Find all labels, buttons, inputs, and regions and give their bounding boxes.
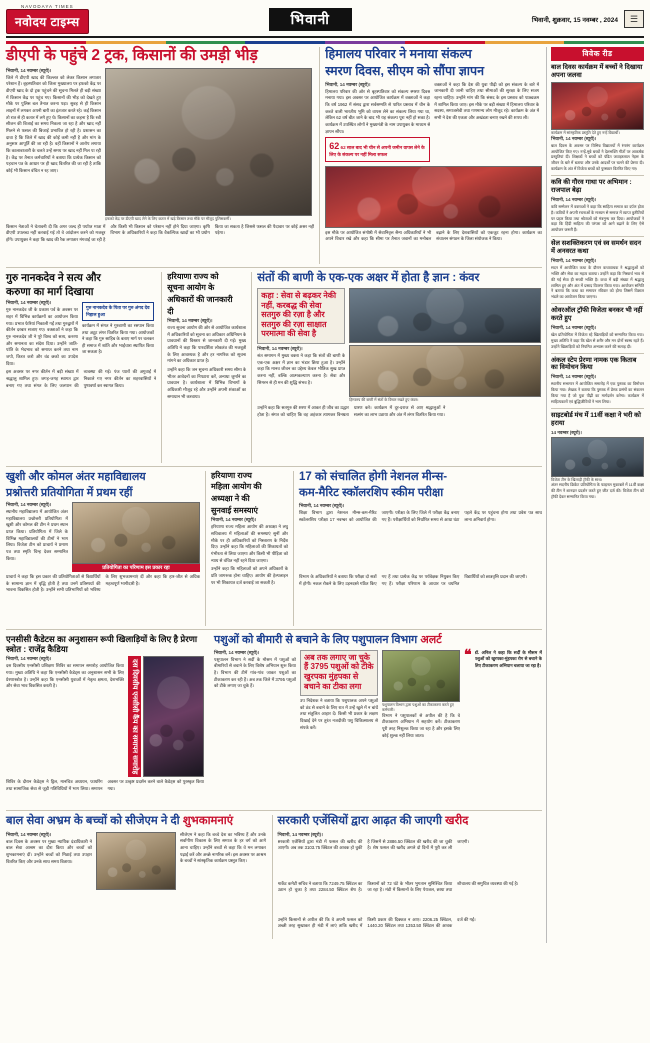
ncc-headline: एनसीसी कैडेटस का अनुशासन रूपी खिलाड़ियों के लिए है प्रेरणा स्त्रोत : राजेंद्र कैडिया [6, 634, 198, 655]
sant-headline: संतों की बाणी के एक-एक अक्षर में होता है ज्ञान : कंवर [257, 271, 480, 284]
right-body-5: अंतर सदनीय क्रिकेट प्रतियोगिता के फाइनल मुकाबले में 11वीं कक्षा की टीम ने शानदार प्रदर्शन करते हुए जीत दर्ज की। विजेता टीम को ट्रॉफी देकर सम्मानित किया गया। [551, 482, 644, 500]
vegetable-body: सरकारी एजेंसियों द्वारा मंडी में फसल की खरीद की जाएगी। अब तक 3103.75 क्विंटल की आवक हो चुकी है जिसमें से 2886.50 क्विंटल की खरीद की जा चुकी है। शेष फसल की खरीद अगले दो दिनों में पूरी कर ली जाएगी। [277, 838, 470, 851]
vegetable-body-2: मार्केट कमेटी सचिव ने बताया कि 7249.75 क्विंटल का उठान हो चुका है तथा 2284.50 क्विंटल शेष है। किसानों को 72 घंटे के भीतर भुगतान सुनिश्चित किया जा रहा है। मंडी में किसानों के लिए पेयजल, छाया तथा शौचालय की समुचित व्यवस्था की गई है। [277, 880, 519, 893]
logo-subtitle: NAVODAYA TIMES [20, 4, 74, 9]
commission-byline: भिवानी, 14 नवम्बर (ब्यूरो)। [210, 517, 257, 523]
animal-sidebox [300, 650, 378, 696]
story-guru [6, 272, 156, 463]
right-headline-4: अंकल स्टेप प्रेरणा नामक एक किताब का विमोचन किया [551, 356, 637, 372]
quiz-body: स्थानीय महाविद्यालय में आयोजित अंतर महाविद्यालय प्रश्नोत्तरी प्रतियोगिता में खुशी और कोमल की टीम ने प्रथम स्थान प्राप्त किया। प्रतियोगिता में जिले के विभिन्न महाविद्यालयों की टीमों ने भाग लिया। विजेता टीम को प्राचार्य ने प्रमाण पत्र तथा स्मृति चिन्ह देकर सम्मानित किया। [6, 509, 68, 561]
row-three [6, 471, 542, 630]
right-item-1 [551, 176, 644, 237]
vegetable-headline-pre: सरकारी एजेंसियों द्वारा आढ़त की जाएगी [277, 815, 442, 828]
city-badge: भिवानी [269, 8, 352, 31]
himalaya-kicker [325, 137, 430, 161]
sant-photo-stage [349, 345, 541, 397]
hinfo-byline: भिवानी, 14 नवम्बर (ब्यूरो)। [167, 318, 213, 324]
animal-body-3: विभाग ने पशुपालकों से अपील की है कि वे टीकाकरण अभियान में सहयोग करें। टीकाकरण पूरी तरह निशुल्क किया जा रहा है और इसके लिए कोई शुल्क नहीं लिया जाता। [382, 712, 460, 738]
children-body: बाल दिवस के अवसर पर मुख्य न्यायिक दंडाधिकारी ने बाल सेवा आश्रम का दौरा किया और बच्चों को शुभकामनाएं दीं। उन्होंने बच्चों को मिठाई तथा उपहार वितरित किए और उनके साथ समय बिताया। [6, 838, 92, 864]
right-byline-2: भिवानी, 14 नवम्बर (ब्यूरो)। [551, 257, 597, 263]
lead-body: जिले में डीएपी खाद की किल्लत को लेकर किसान लगातार परेशान हैं। बृहस्पतिवार को जिला मुख्यालय पर इफको केंद्र पर डीएपी खाद के दो ट्रक पहुंचने की सूचना मिलते ही बड़ी संख्या में किसान केंद्र पर पहुंच गए। किसानों की भीड़ को देखते हुए मौके पर पुलिस बल तैनात करना पड़ा। सुबह से ही किसान लाइनों में लगकर अपनी बारी का इंतजार करते रहे। कई किसान तो रात से ही कतार में लगे हुए थे। किसानों का कहना है कि रबी सीजन की बिजाई का समय निकला जा रहा है और खाद नहीं मिलने से फसल की बिजाई प्रभावित हो रही है। प्रशासन का दावा है कि जिले में खाद की कोई कमी नहीं है और मांग के अनुसार आपूर्ति की जा रही है। वहीं किसानों ने आरोप लगाया कि कालाबाजारी के चलते उन्हें समय पर खाद नहीं मिल पा रही है। केंद्र पर तैनात कर्मचारियों ने बताया कि प्रत्येक किसान को पहचान पत्र के आधार पर ही खाद वितरित की जा रही है ताकि कोई भी किसान वंचित न रह जाए। [6, 74, 101, 173]
row-lead [6, 47, 542, 268]
guru-headline-2-text: करुणा का मार्ग दिखाया [6, 286, 94, 299]
right-caption-5: विजेता टीम के खिलाड़ी ट्रॉफी के साथ। [551, 477, 603, 482]
logo-text: नवोदय टाइम्स [6, 9, 89, 34]
exam-headline-2: कम-मैरिट स्कॉलरशिप स्कीम परीक्षा [299, 487, 444, 500]
commission-headline-2: महिला आयोग की [210, 482, 262, 492]
page-content [6, 47, 644, 943]
hinfo-body: राज्य सूचना आयोग की ओर से आयोजित कार्यशाला में अधिकारियों को सूचना का अधिकार अधिनियम के प्रावधानों की विस्तार से जानकारी दी गई। मुख्य अतिथि ने कहा कि पारदर्शिता लोकतंत्र की मजबूती के लिए आवश्यक है और हर नागरिक को सूचना मांगने का अधिकार प्राप्त है। [167, 325, 247, 364]
right-item-5 [551, 409, 644, 503]
right-body-1: कवि सम्मेलन में वक्ताओं ने कहा कि साहित्य समाज का दर्पण होता है। कवियों ने अपनी रचनाओं के माध्यम से समाज में व्याप्त कुरीतियों पर प्रहार किया तथा श्रोताओं को मंत्रमुग्ध कर दिया। आयोजकों ने कहा कि हिंदी साहित्य की परंपरा को आगे बढ़ाने के लिए ऐसे आयोजन जरूरी हैं। [551, 203, 644, 233]
ncc-photo [143, 656, 204, 777]
hinfo-headline-4: दी [167, 306, 174, 316]
himalaya-body: हिमालय परिवार की ओर से बृहस्पतिवार को संकल्प स्मरण दिवस मनाया गया। इस अवसर पर आयोजित कार्यक्रम में वक्ताओं ने कहा कि वर्ष 1962 में संसद द्वारा सर्वसम्मति से पारित प्रस्ताव में चीन के कब्जे वाली भारतीय भूमि को वापस लेने का संकल्प लिया गया था, लेकिन 62 वर्ष बीत जाने के बाद भी यह संकल्प पूरा नहीं हो सका है। कार्यक्रम में उपस्थित लोगों ने मुख्यमंत्री के नाम उपायुक्त के माध्यम से ज्ञापन सौंपा। [325, 88, 431, 134]
quiz-photo [72, 502, 200, 564]
sant-sidebox [257, 288, 345, 344]
color-bar [6, 41, 644, 44]
children-headline-post: शुभकामनाएं [182, 815, 234, 828]
animal-headline-pre: पशुओं को बीमारी से बचाने के लिए पशुपालन विभाग [214, 634, 418, 647]
hinfo-headline-1: हरियाणा राज्य को [167, 271, 219, 281]
right-byline-3: भिवानी, 14 नवम्बर (ब्यूरो)। [551, 324, 597, 330]
quiz-banner: प्रतियोगिता का परिणाम इस प्रकार रहा [72, 564, 200, 572]
animal-body: पशुपालन विभाग ने सर्दी के मौसम में पशुओं को बीमारियों से बचाने के लिए विशेष अभियान शुरू किया है। विभाग की टीमें गांव-गांव जाकर पशुओं का टीकाकरण कर रही हैं। अब तक जिले में 3795 पशुओं को टीके लगाए जा चुके हैं। [214, 656, 296, 689]
sant-body-2: उन्होंने कहा कि सतगुरु की शरण में आकर ही जीव का उद्धार होता है। संगत को चाहिए कि वह अहंकार त्यागकर विनम्रता धारण करे। कार्यक्रम में दूर-दराज से आए श्रद्धालुओं ने सत्संग का लाभ उठाया और अंत में लंगर वितरित किया गया। [257, 404, 446, 417]
vegetable-headline [278, 815, 542, 828]
lead-photo [105, 68, 312, 216]
row-four [6, 634, 542, 811]
right-item-0 [551, 61, 644, 176]
vegetable-body-3: उन्होंने किसानों से अपील की कि वे अपनी फसल को अच्छी तरह सुखाकर ही मंडी में लाएं ताकि खरीद में किसी प्रकार की दिक्कत न आए। 2206.25 क्विंटल, 1440.20 क्विंटल तथा 1353.50 क्विंटल की आवक दर्ज की गई। [277, 916, 476, 929]
animal-byline: भिवानी, 14 नवम्बर (ब्यूरो)। [214, 649, 260, 655]
animal-caption: पशुपालन विभाग द्वारा पशुओं का टीकाकरण करते हुए कर्मचारी। [382, 702, 454, 712]
lead-body-2: किसान नेताओं ने चेतावनी दी कि अगर जल्द ही पर्याप्त मात्रा में डीएपी उपलब्ध नहीं करवाई गई तो वे आंदोलन करने को मजबूर होंगे। उपायुक्त ने कहा कि खाद की रैक लगातार मंगवाई जा रही है और किसी भी किसान को परेशान नहीं होने दिया जाएगा। कृषि विभाग के अधिकारियों ने कहा कि वैकल्पिक खादों का भी प्रयोग किया जा सकता है जिससे फसल की पैदावार पर कोई असर नहीं पड़ेगा। [6, 223, 315, 243]
himalaya-headline-2: स्मरण दिवस, सीएम को सौंपा ज्ञापन [325, 64, 485, 79]
commission-headline-1: हरियाणा राज्य [210, 470, 252, 480]
story-animal [214, 634, 542, 807]
himalaya-body-2: वक्ताओं ने कहा कि देश की युवा पीढ़ी को इस संकल्प के बारे में जानकारी दी जानी चाहिए तथा सीमाओं की सुरक्षा के लिए सजग रहना चाहिए। उन्होंने मांग की कि संसद के इस प्रस्ताव को पाठ्यक्रम में शामिल किया जाए। इस मौके पर बड़ी संख्या में हिमालय परिवार के सदस्य, समाजसेवी तथा गणमान्य लोग मौजूद रहे। कार्यक्रम के अंत में सभी ने देश की एकता और अखंडता बनाए रखने की शपथ ली। [434, 81, 540, 121]
quote-icon: ❝ [464, 645, 472, 662]
vegetable-byline: भिवानी, 14 नवम्बर (ब्यूरो)। [277, 831, 323, 837]
lead-byline: भिवानी, 14 नवम्बर (ब्यूरो)। [6, 67, 52, 73]
exam-headline-1: 17 को संचालित होगी नेशनल मीन्स- [299, 470, 448, 483]
story-sant [257, 272, 542, 463]
animal-headline-post: अलर्ट [420, 634, 442, 647]
right-byline-1: भिवानी, 14 नवम्बर (ब्यूरो)। [551, 196, 597, 202]
sant-caption: हिमालय की बाणी में संतों के विचार रखते हुए कंवर। [349, 397, 419, 402]
guru-headline-1: गुरु नानकदेव ने सत्य और [6, 271, 101, 284]
ncc-body: दस दिवसीय एनसीसी प्रशिक्षण शिविर का समापन समारोह आयोजित किया गया। मुख्य अतिथि ने कहा कि एनसीसी कैडेट्स का अनुशासन सभी के लिए प्रेरणास्त्रोत है। उन्होंने कहा कि एनसीसी युवाओं में नेतृत्व क्षमता, देशभक्ति और सेवा भाव विकसित करती है। [6, 663, 124, 689]
himalaya-body-3: इस मौके पर आयोजित संगोष्ठी में सेवानिवृत्त सैन्य अधिकारियों ने भी अपने विचार रखे और कहा कि सीमा पर तैनात जवानों का मनोबल बढ़ाने के लिए देशवासियों को एकजुट रहना होगा। कार्यक्रम का संचालन संगठन के जिला संयोजक ने किया। [325, 229, 542, 242]
right-caption-0: कार्यक्रम में सांस्कृतिक प्रस्तुति देते हुए नन्हें विद्यार्थी। [551, 130, 620, 135]
exam-body-2: विभाग के अधिकारियों ने बताया कि परीक्षा दो सत्रों में होगी। नकल रोकने के लिए उड़नदस्ते गठित किए गए हैं तथा प्रत्येक केंद्र पर पर्यवेक्षक नियुक्त किए गए हैं। परीक्षा परिणाम के आधार पर चयनित विद्यार्थियों को छात्रवृत्ति प्रदान की जाएगी। [299, 574, 527, 586]
sant-photo-crowd [349, 288, 541, 343]
row-two [6, 272, 542, 467]
story-commission [211, 471, 288, 626]
ncc-vertical-banner: दस दिवसीय एनसीसी कैंप का समापन समारोह [128, 656, 141, 777]
guru-headline-2 [6, 286, 156, 298]
right-headline-3: ओवरऑल ट्रॉफी विजेता बनकर भी नहीं करते हुए [551, 307, 643, 323]
commission-headline-3: अध्यक्षा ने की [210, 494, 250, 504]
guru-body-3: इस अवसर पर नगर कीर्तन में बड़ी संख्या में श्रद्धालु शामिल हुए। जगह-जगह स्वागत द्वार बनाए गए तथा संगत के लिए जलपान की व्यवस्था की गई। पंज प्यारों की अगुवाई में निकाले गए नगर कीर्तन का शहरवासियों ने पुष्पवर्षा कर स्वागत किया। [6, 369, 157, 388]
quiz-body-2: प्राचार्य ने कहा कि इस प्रकार की प्रतियोगिताओं से विद्यार्थियों के सामान्य ज्ञान में वृद्धि होती है तथा उनमें प्रतिस्पर्धा की भावना विकसित होती है। उन्होंने सभी प्रतिभागियों को भविष्य के लिए शुभकामनाएं दीं और कहा कि हार-जीत से अधिक महत्वपूर्ण भागीदारी है। [6, 574, 200, 593]
sant-byline: भिवानी, 14 नवम्बर (ब्यूरो)। [257, 345, 303, 351]
right-body-0: बाल दिवस के अवसर पर विभिन्न विद्यालयों में रंगारंग कार्यक्रम आयोजित किए गए। नन्हें-मुन्ने बच्चों ने देशभक्ति गीतों पर आकर्षक प्रस्तुतियां दीं। शिक्षकों ने बच्चों को पंडित जवाहरलाल नेहरू के जीवन के बारे में बताया और उनके आदर्शों पर चलने की प्रेरणा दी। कार्यक्रम के अंत में विजेता बच्चों को पुरस्कार वितरित किए गए। [551, 142, 644, 172]
lead-caption: इफको केंद्र पर डीएपी खाद लेने के लिए कतार में खड़े किसान तथा मौके पर मौजूद पुलिसकर्मी। [105, 216, 231, 221]
animal-photo [382, 650, 460, 702]
commission-body-2: उन्होंने कहा कि महिलाओं को अपने अधिकारों के प्रति जागरूक होना चाहिए। आयोग की हेल्पलाइन पर भी शिकायत दर्ज करवाई जा सकती है। [210, 566, 289, 585]
story-ncc [6, 634, 204, 807]
commission-body: हरियाणा राज्य महिला आयोग की अध्यक्षा ने लघु सचिवालय में महिलाओं की समस्याएं सुनीं और मौके पर ही अधिकारियों को निस्तारण के निर्देश दिए। उन्होंने कहा कि महिलाओं की शिकायतों को गंभीरता से लिया जाएगा और किसी भी पीड़िता को न्याय से वंचित नहीं रहने दिया जाएगा। [210, 524, 289, 563]
himalaya-photo [325, 166, 542, 228]
right-item-3 [551, 304, 644, 353]
right-body-4: स्थानीय सभागार में आयोजित समारोह में एक पुस्तक का विमोचन किया गया। लेखक ने बताया कि पुस्तक में प्रेरक प्रसंगों का संकलन किया गया है जो युवा पीढ़ी का मार्गदर्शन करेगा। कार्यक्रम में साहित्यकारों एवं बुद्धिजीवियों ने भाग लिया। [551, 381, 644, 404]
guru-body: गुरु नानकदेव जी के प्रकाश पर्व के अवसर पर शहर में विभिन्न कार्यक्रमों का आयोजन किया गया। प्रभात फेरियां निकाली गईं तथा गुरुद्वारों में कीर्तन दरबार सजाए गए। वक्ताओं ने कहा कि गुरु नानकदेव जी ने पूरे विश्व को सत्य, करुणा और समानता का संदेश दिया। उन्होंने जाति-पांति के भेदभाव को समाप्त करने तथा नाम जपो, किरत करो और वंड छको का उपदेश दिया। [6, 307, 78, 366]
quiz-headline-1: खुशी और कोमल अंतर महाविद्यालय [6, 470, 146, 483]
children-headline-pre: बाल सेवा अभ्रम के बच्चों को सीजेएम ने दी [6, 815, 180, 828]
sant-body: संत समागम में मुख्य वक्ता ने कहा कि संतों की बाणी के एक-एक अक्षर में ज्ञान का भंडार छिपा हुआ है। उन्होंने कहा कि मानव जीवन का उद्देश्य केवल भौतिक सुख प्राप्त करना नहीं, बल्कि आत्मकल्याण करना है। सेवा और सिमरन से ही मन की शुद्धि संभव है। [257, 352, 346, 385]
children-photo [96, 832, 176, 890]
guru-kicker: गुरु नानकदेव के पिता पर गुरु अंगद देव निहाल हुआ [82, 302, 154, 320]
guru-byline: भिवानी, 14 नवम्बर (ब्यूरो)। [6, 300, 52, 306]
exam-body: शिक्षा विभाग द्वारा नेशनल मीन्स-कम-मैरिट स्कॉलरशिप परीक्षा 17 नवम्बर को आयोजित की जाएगी। परीक्षा के लिए जिले में परीक्षा केंद्र बनाए गए हैं। परीक्षार्थियों को निर्धारित समय से आधा घंटा पहले केंद्र पर पहुंचना होगा तथा प्रवेश पत्र साथ लाना अनिवार्य होगा। [299, 510, 542, 522]
right-body-2: सदन में आयोजित कथा के दौरान कथावाचक ने श्रद्धालुओं को भक्ति और सेवा का महत्व बताया। उन्होंने कहा कि निस्वार्थ भाव से की गई सेवा ही सच्ची भक्ति है। कथा में बड़ी संख्या में श्रद्धालु शामिल हुए और अंत में प्रसाद वितरण किया गया। आयोजन समिति ने बताया कि कथा का समापन रविवार को होगा जिसमें विशाल भंडारे का आयोजन किया जाएगा। [551, 264, 644, 300]
ncc-body-2: शिविर के दौरान कैडेट्स ने ड्रिल, मानचित्र अध्ययन, फायरिंग तथा सामाजिक सेवा से जुड़ी गतिविधियों में भाग लिया। समापन अवसर पर उत्कृष्ट प्रदर्शन करने वाले कैडेट्स को पुरस्कृत किया गया। [6, 779, 204, 792]
right-byline-0: भिवानी, 14 नवम्बर (ब्यूरो)। [551, 135, 597, 141]
menu-icon[interactable]: ☰ [624, 10, 644, 28]
animal-quote [464, 645, 542, 670]
himalaya-headline-1: हिमालय परिवार ने मनाया संकल्प [325, 47, 472, 61]
animal-sidebox-title: अब तक लगाए जा चुके हैं 3795 पशुओं को टीके खुरपका मुंहपका से बचाने का टीका लगा [304, 652, 374, 691]
right-headline-5: साइटबोर्ड मंच में 11वीं कक्षा ने भरी को हराया [551, 411, 641, 427]
story-vegetable [278, 815, 542, 938]
right-body-3: खेल प्रतियोगिता में विजेता रहे खिलाड़ियों को सम्मानित किया गया। मुख्य अतिथि ने कहा कि खेल से शरीर और मन दोनों स्वस्थ रहते हैं। उन्होंने खिलाड़ियों को नियमित अभ्यास करने की सलाह दी। [551, 331, 644, 349]
quiz-byline: भिवानी, 14 नवम्बर (ब्यूरो)। [6, 502, 52, 508]
row-five [6, 815, 542, 938]
hinfo-headline-2: सूचना आयोग के [167, 283, 215, 293]
logo[interactable] [6, 4, 89, 34]
children-body-2: सीजेएम ने कहा कि बच्चे देश का भविष्य हैं और उनके सर्वांगीण विकास के लिए समाज के हर वर्ग को आगे आना चाहिए। उन्होंने बच्चों से कहा कि वे मन लगाकर पढ़ाई करें और अच्छे नागरिक बनें। इस अवसर पर आश्रम के बच्चों ने सांस्कृतिक कार्यक्रम प्रस्तुत किए। [180, 831, 266, 864]
right-headline-2: सेल सशक्तिकरण एवं स्व समर्थन सदन में अनवरत कथा [551, 240, 641, 256]
children-byline: भिवानी, 14 नवम्बर (ब्यूरो)। [6, 831, 52, 837]
masthead-right [532, 10, 644, 28]
lead-headline: डीएपी के पहुंचे 2 ट्रक, किसानों की उमड़ी भीड़ [6, 47, 258, 64]
story-himalaya [325, 47, 542, 264]
children-headline [6, 815, 267, 828]
date-line: भिवानी, शुक्रवार, 15 नवम्बर , 2024 [531, 16, 618, 24]
animal-body-2: उप निदेशक ने बताया कि पशुपालक अपने पशुओं को ठंड से बचाने के लिए रात में उन्हें खुले में न बांधें तथा संतुलित आहार दें। किसी भी प्रकार के लक्षण दिखाई देने पर तुरंत नजदीकी पशु चिकित्सालय से संपर्क करें। [300, 698, 378, 730]
sant-sidebox-title: कहा : सेवा से बढ़कर नेकी नहीं, करबद्ध की सेवा सतगुरु की रज़ा है और सतगुरु की रज़ा साक्षात परमात्मा की सेवा है [261, 290, 337, 339]
right-byline-4: भिवानी, 14 नवम्बर (ब्यूरो)। [551, 374, 597, 380]
story-children [6, 815, 267, 938]
right-headline-1: कवि की गौरव गाथा पर अभिमान : राजपाल बेढ़ा [551, 179, 632, 194]
lead-story [6, 47, 314, 264]
right-photo-0 [551, 82, 644, 130]
quiz-headline-2: प्रश्नोत्तरी प्रतियोगिता में प्रथम रहीं [6, 486, 133, 499]
right-headline-0: बाल दिवस कार्यक्रम में बच्चों ने दिखाया अपना जलवा [551, 64, 643, 79]
masthead [6, 4, 644, 38]
guru-body-2: कार्यक्रम में संगत ने गुरबाणी का रसपान किया तथा अटूट लंगर वितरित किया गया। आयोजकों ने कहा कि गुरु साहिब के बताए मार्ग पर चलकर ही समाज में शांति और भाईचारा स्थापित किया जा सकता है। [82, 322, 154, 355]
himalaya-kicker-text: 62 साल बाद भी चीन से अपनी जमीन वापस लेने के लिए के संकल्प पर नहीं मिला सफल [329, 145, 425, 158]
story-quiz [6, 471, 200, 626]
himalaya-kicker-num: 62 [329, 141, 340, 152]
himalaya-byline: भिवानी, 14 नवम्बर (ब्यूरो)। [325, 81, 371, 87]
hinfo-body-2: उन्होंने कहा कि जन सूचना अधिकारी समय सीमा के भीतर आवेदनों का निपटारा करें, अन्यथा जुर्माने का प्रावधान है। कार्यशाला में विभिन्न विभागों के अधिकारी मौजूद रहे और उन्होंने अपनी शंकाओं का समाधान भी करवाया। [167, 367, 247, 399]
story-exam [299, 471, 542, 626]
right-photo-5 [551, 437, 644, 477]
vegetable-headline-post: खरीद [445, 815, 469, 828]
right-item-4 [551, 354, 644, 409]
main-column [6, 47, 542, 943]
animal-headline [214, 634, 542, 647]
animal-quote-text: डॉ. अनिल ने कहा कि सर्दी के मौसम में पशुओं को खुरपका-मुंहपका रोग से बचाने के लिए टीकाकरण अभियान चलाया जा रहा है। [474, 649, 542, 669]
right-byline-5: 14 नवम्बर (ब्यूरो)। [551, 429, 582, 435]
story-haryana-info [167, 272, 246, 463]
exam-byline: भिवानी, 14 नवम्बर (ब्यूरो)। [299, 503, 345, 509]
hinfo-headline-3: अधिकारों की जानकारी [167, 294, 233, 304]
right-rail [546, 47, 644, 943]
commission-headline-4: सुनवाई समस्याएं [210, 505, 258, 515]
ncc-byline: भिवानी, 14 नवम्बर (ब्यूरो)। [6, 656, 52, 662]
right-rail-title: विवेक रीड [551, 47, 644, 61]
right-item-2 [551, 237, 644, 304]
